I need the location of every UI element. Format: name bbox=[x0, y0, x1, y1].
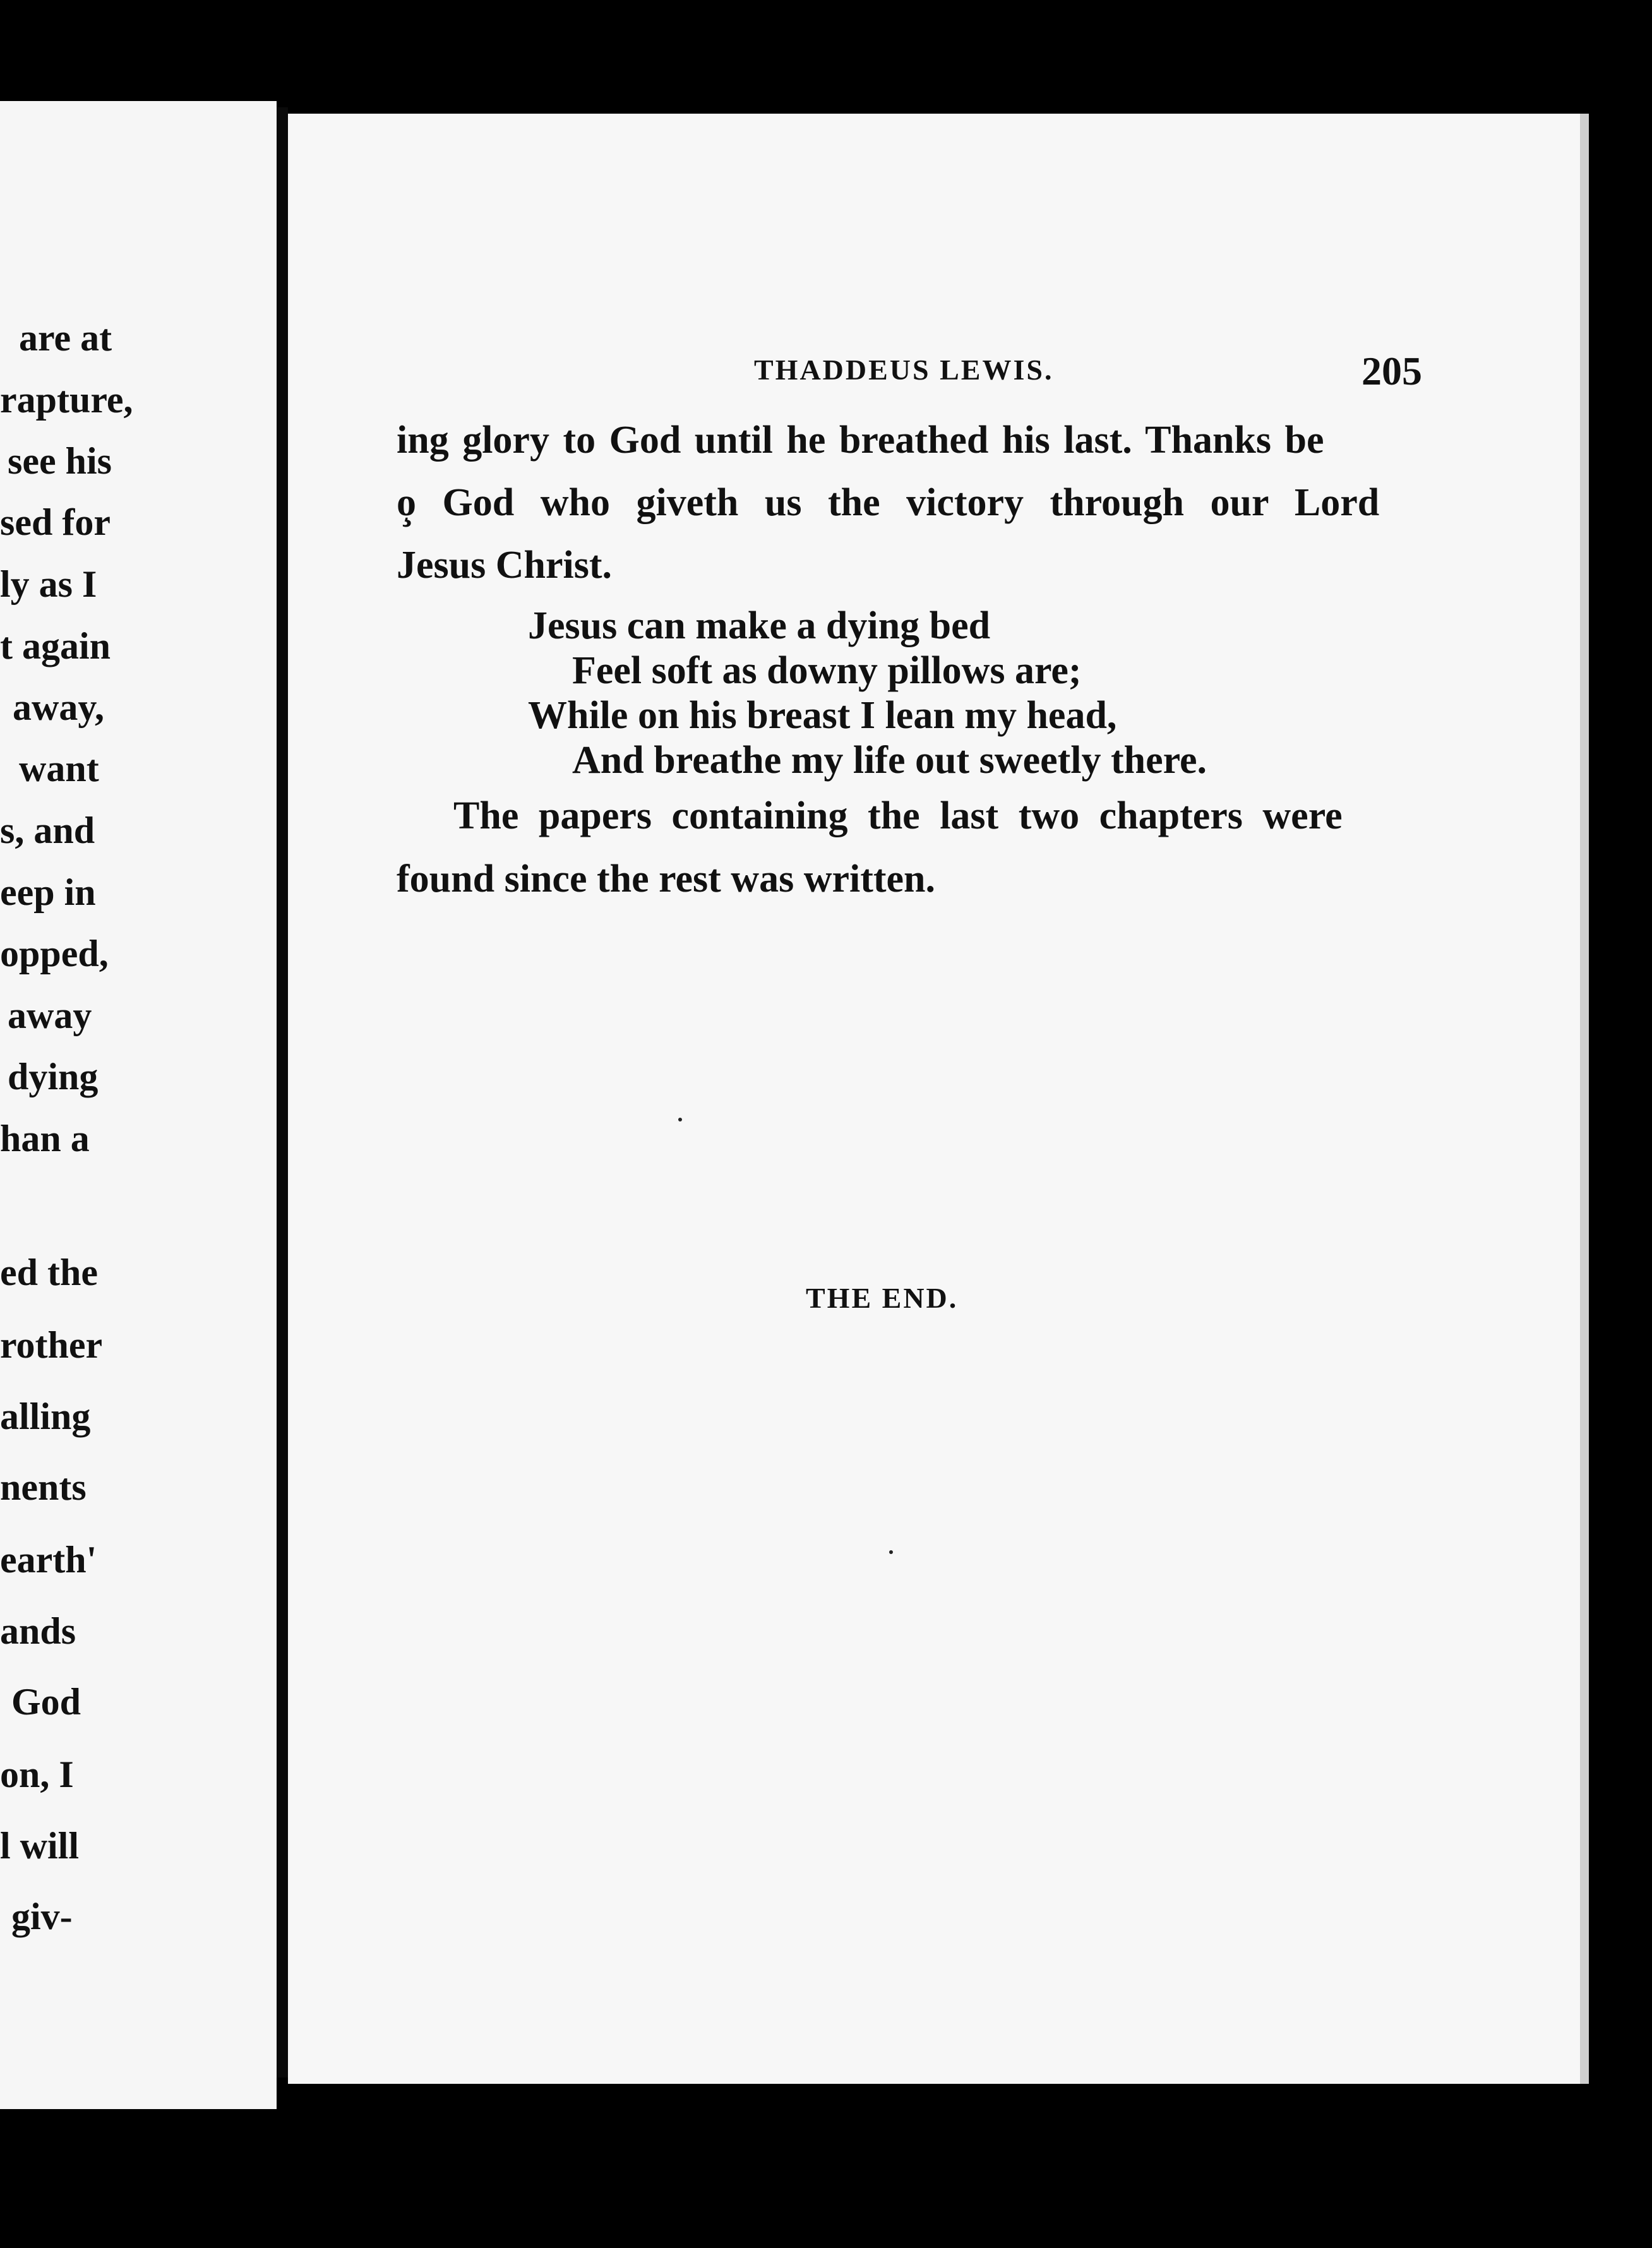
left-page bbox=[0, 101, 277, 2109]
paragraph-line: Jesus Christ. bbox=[397, 544, 613, 587]
ink-speck bbox=[678, 1118, 682, 1121]
end-marker: THE END. bbox=[806, 1282, 959, 1314]
left-page-line: earth' bbox=[0, 1539, 97, 1581]
left-page-line: away bbox=[8, 995, 92, 1036]
left-page-line: nents bbox=[0, 1466, 87, 1508]
paragraph-line: found since the rest was written. bbox=[397, 858, 936, 900]
left-page-line: away, bbox=[13, 686, 105, 728]
left-page-line: opped, bbox=[0, 933, 109, 974]
left-page-line: ands bbox=[0, 1610, 76, 1652]
left-page-line: see his bbox=[8, 440, 112, 482]
left-page-line: rapture, bbox=[0, 379, 133, 421]
verse-line: Feel soft as downy pillows are; bbox=[572, 649, 1082, 692]
ink-speck bbox=[889, 1550, 893, 1554]
right-page bbox=[288, 114, 1589, 2084]
paragraph-line: o̧ God who giveth us the victory through our Lord bbox=[397, 481, 1380, 524]
left-page-line: s, and bbox=[0, 810, 95, 851]
left-page-line: rother bbox=[0, 1324, 103, 1366]
paragraph-line: ing glory to God until he breathed his last. Thanks be bbox=[397, 419, 1324, 462]
left-page-line: dying bbox=[8, 1056, 99, 1097]
left-page-line: sed for bbox=[0, 501, 111, 543]
left-page-line: ed the bbox=[0, 1252, 98, 1293]
left-page-line: alling bbox=[0, 1396, 91, 1437]
left-page-line: are at bbox=[19, 317, 112, 359]
running-head: THADDEUS LEWIS. bbox=[754, 354, 1054, 386]
paragraph-line: The papers containing the last two chapters were bbox=[453, 794, 1343, 837]
verse-line: While on his breast I lean my head, bbox=[528, 694, 1117, 737]
left-page-line: t again bbox=[0, 625, 111, 667]
verse-line: Jesus can make a dying bed bbox=[528, 604, 991, 647]
book-gutter bbox=[277, 107, 288, 2078]
left-page-line: l will bbox=[0, 1825, 80, 1867]
left-page-line: han a bbox=[0, 1118, 90, 1159]
left-page-line: God bbox=[11, 1681, 81, 1723]
left-page-line: eep in bbox=[0, 871, 96, 913]
left-page-line: on, I bbox=[0, 1754, 74, 1795]
left-page-line: giv- bbox=[11, 1896, 73, 1937]
page-number: 205 bbox=[1362, 349, 1422, 393]
verse-line: And breathe my life out sweetly there. bbox=[572, 739, 1207, 782]
left-page-line: ly as I bbox=[0, 563, 97, 605]
left-page-line: want bbox=[19, 748, 99, 789]
